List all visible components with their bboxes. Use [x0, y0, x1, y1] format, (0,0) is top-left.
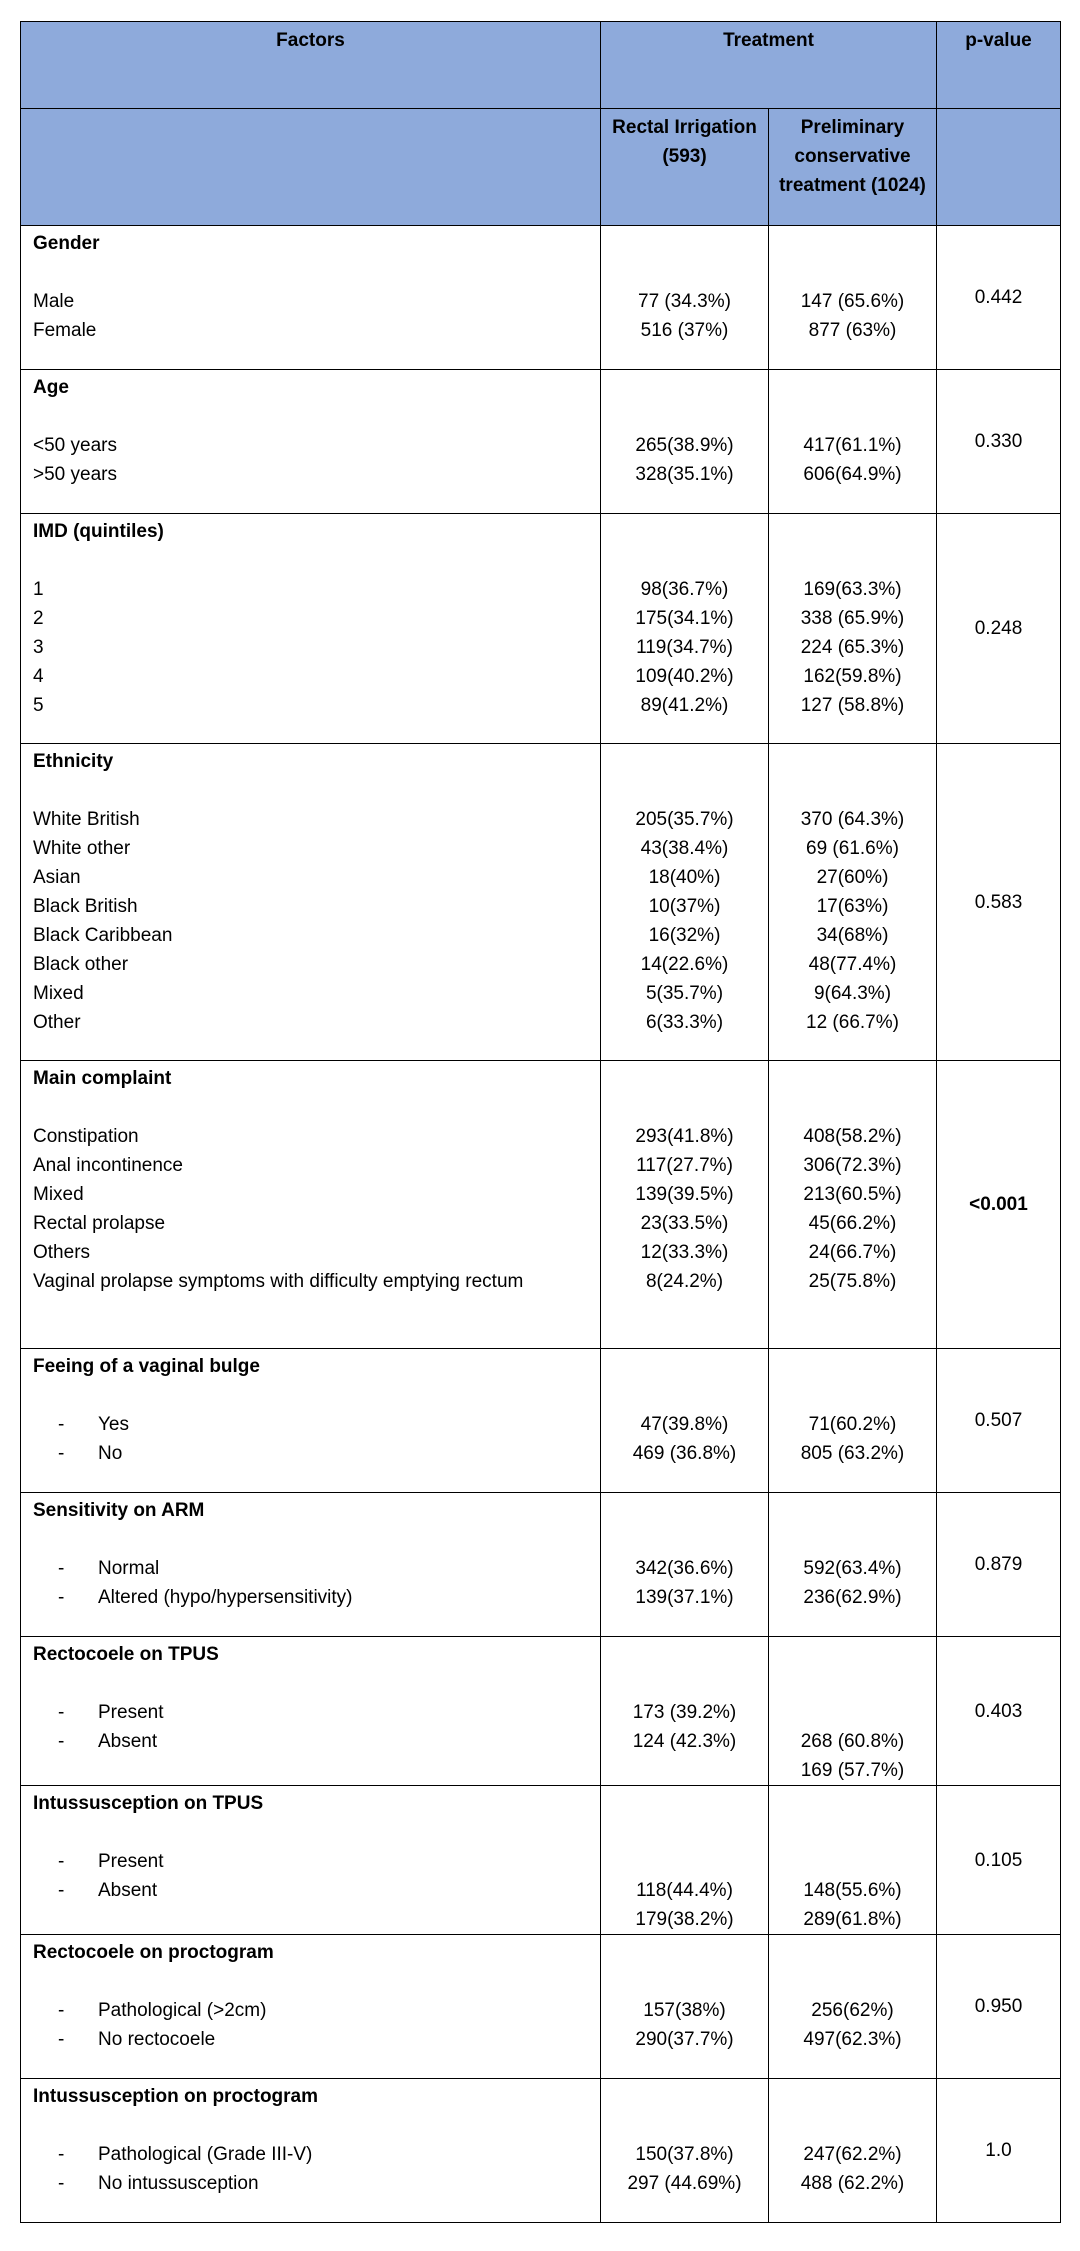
value: 236(62.9%) [803, 1587, 902, 1608]
factor-label: Anal incontinence [33, 1155, 183, 1176]
value: 606(64.9%) [803, 464, 902, 485]
rectal-irrigation-cell [601, 1349, 769, 1493]
factor-label: - Pathological (Grade III-V) [58, 2144, 313, 2165]
rectal-irrigation-cell [601, 744, 769, 1061]
factor-cell [21, 1061, 601, 1349]
factor-title: Intussusception on proctogram [33, 2086, 319, 2107]
value: 43(38.4%) [640, 838, 729, 859]
factor-cell [21, 1493, 601, 1637]
value: 213(60.5%) [803, 1184, 902, 1205]
conservative-cell [769, 226, 937, 370]
header-blank-p [937, 109, 1061, 226]
value: 328(35.1%) [635, 464, 734, 485]
p-value-cell: 0.442 [937, 226, 1061, 370]
p-value-cell: <0.001 [937, 1061, 1061, 1349]
factor-label: - Absent [58, 1731, 158, 1752]
value: 8(24.2%) [645, 1271, 724, 1292]
factor-label: Others [33, 1242, 91, 1263]
factor-label: <50 years [33, 435, 117, 456]
table-row [21, 1493, 1061, 1637]
value: 469 (36.8%) [632, 1443, 737, 1464]
factor-label: 4 [33, 666, 44, 687]
value: 139(37.1%) [635, 1587, 734, 1608]
factor-label: White British [33, 809, 140, 830]
rectal-irrigation-cell [601, 1786, 769, 1935]
value: 592(63.4%) [803, 1558, 902, 1579]
value: 12 (66.7%) [806, 1012, 899, 1033]
factor-label: Vaginal prolapse symptoms with difficulty emptying rectum [33, 1271, 524, 1292]
factor-label: - Normal [58, 1558, 160, 1579]
value: 205(35.7%) [635, 809, 734, 830]
factor-label: Mixed [33, 1184, 84, 1205]
conservative-cell [769, 1493, 937, 1637]
value: 805 (63.2%) [800, 1443, 905, 1464]
p-value-cell: 0.879 [937, 1493, 1061, 1637]
value: 139(39.5%) [635, 1184, 734, 1205]
rectal-irrigation-cell [601, 370, 769, 514]
value: 18(40%) [648, 867, 721, 888]
value: 877 (63%) [808, 320, 897, 341]
table-row [21, 1061, 1061, 1349]
value: 117(27.7%) [636, 1155, 733, 1176]
results-table [20, 21, 1061, 2223]
value: 47(39.8%) [640, 1414, 729, 1435]
value: 45(66.2%) [808, 1213, 897, 1234]
table-row [21, 226, 1061, 370]
value: 24(66.7%) [808, 1242, 897, 1263]
value: 69 (61.6%) [806, 838, 899, 859]
factor-label: 2 [33, 608, 44, 629]
value [601, 1847, 768, 1876]
factor-label: - Yes [58, 1414, 129, 1435]
value: 16(32%) [648, 925, 721, 946]
value: 224 (65.3%) [800, 637, 905, 658]
conservative-cell [769, 1935, 937, 2079]
value: 179(38.2%) [635, 1909, 734, 1930]
factor-label: - Pathological (>2cm) [58, 2000, 267, 2021]
table-row [21, 514, 1061, 744]
value: 265(38.9%) [635, 435, 734, 456]
factor-title: Ethnicity [33, 751, 114, 772]
value: 10(37%) [648, 896, 721, 917]
factor-label: - Present [58, 1851, 164, 1872]
value: 12(33.3%) [640, 1242, 729, 1263]
factor-label: Female [33, 320, 97, 341]
value: 488 (62.2%) [800, 2173, 905, 2194]
factor-label: Other [33, 1012, 81, 1033]
factor-cell [21, 2079, 601, 2223]
value: 516 (37%) [640, 320, 729, 341]
rectal-irrigation-cell [601, 2079, 769, 2223]
value: 119(34.7%) [636, 637, 733, 658]
factor-label: - Present [58, 1702, 164, 1723]
value: 175(34.1%) [635, 608, 734, 629]
p-value-cell: 0.248 [937, 514, 1061, 744]
value: 290(37.7%) [635, 2029, 734, 2050]
conservative-cell [769, 514, 937, 744]
p-value-cell: 0.403 [937, 1637, 1061, 1786]
factor-label: Black other [33, 954, 129, 975]
factor-title: Rectocoele on proctogram [33, 1942, 274, 1963]
value: 89(41.2%) [640, 695, 729, 716]
p-value-cell: 0.330 [937, 370, 1061, 514]
rectal-irrigation-cell [601, 1935, 769, 2079]
factor-label: 5 [33, 695, 44, 716]
value: 173 (39.2%) [632, 1702, 737, 1723]
factor-label: Male [33, 291, 75, 312]
conservative-cell [769, 1349, 937, 1493]
factor-cell [21, 744, 601, 1061]
value: 338 (65.9%) [800, 608, 905, 629]
value: 157(38%) [643, 2000, 726, 2021]
value [769, 1698, 936, 1727]
factor-cell [21, 370, 601, 514]
conservative-cell [769, 1061, 937, 1349]
conservative-cell [769, 1786, 937, 1935]
table-row [21, 2079, 1061, 2223]
p-value-cell: 0.583 [937, 744, 1061, 1061]
factor-title: Sensitivity on ARM [33, 1500, 205, 1521]
value: 148(55.6%) [803, 1880, 902, 1901]
value: 14(22.6%) [640, 954, 729, 975]
table-body [21, 226, 1061, 2223]
value: 27(60%) [816, 867, 889, 888]
value: 342(36.6%) [635, 1558, 734, 1579]
value: 293(41.8%) [635, 1126, 734, 1147]
value: 169(63.3%) [803, 579, 902, 600]
value: 297 (44.69%) [627, 2173, 742, 2194]
p-value-cell: 0.950 [937, 1935, 1061, 2079]
value: 169 (57.7%) [800, 1760, 905, 1781]
factor-label: Constipation [33, 1126, 139, 1147]
value: 268 (60.8%) [800, 1731, 905, 1752]
rectal-irrigation-cell [601, 1061, 769, 1349]
factor-label: Black Caribbean [33, 925, 173, 946]
p-value-cell: 0.507 [937, 1349, 1061, 1493]
factor-cell [21, 1637, 601, 1786]
value: 17(63%) [816, 896, 889, 917]
p-value-cell: 0.105 [937, 1786, 1061, 1935]
table-row [21, 370, 1061, 514]
value: 25(75.8%) [808, 1271, 897, 1292]
rectal-irrigation-cell [601, 226, 769, 370]
factor-title: Main complaint [33, 1068, 172, 1089]
value: 370 (64.3%) [800, 809, 905, 830]
factor-title: Feeing of a vaginal bulge [33, 1356, 260, 1377]
header-conservative-treatment: Preliminary conservative treatment (1024) [769, 109, 937, 226]
factor-cell [21, 1786, 601, 1935]
header-blank [21, 109, 601, 226]
factor-label: 3 [33, 637, 44, 658]
conservative-cell [769, 1637, 937, 1786]
factor-cell [21, 1935, 601, 2079]
value: 98(36.7%) [640, 579, 729, 600]
value: 150(37.8%) [635, 2144, 734, 2165]
header-p-value: p-value [937, 22, 1061, 109]
table-row [21, 1349, 1061, 1493]
header-treatment: Treatment [601, 22, 937, 109]
factor-label: Mixed [33, 983, 84, 1004]
factor-title: Rectocoele on TPUS [33, 1644, 219, 1665]
factor-label: >50 years [33, 464, 117, 485]
factor-cell [21, 226, 601, 370]
rectal-irrigation-cell [601, 1637, 769, 1786]
factor-label: - No intussusception [58, 2173, 259, 2194]
value: 147 (65.6%) [800, 291, 905, 312]
table-row [21, 1935, 1061, 2079]
value: 127 (58.8%) [800, 695, 905, 716]
value: 417(61.1%) [803, 435, 902, 456]
value: 289(61.8%) [803, 1909, 902, 1930]
p-value-cell: 1.0 [937, 2079, 1061, 2223]
factor-label: 1 [33, 579, 44, 600]
value: 48(77.4%) [808, 954, 897, 975]
value: 247(62.2%) [803, 2144, 902, 2165]
rectal-irrigation-cell [601, 1493, 769, 1637]
factor-label: - No [58, 1443, 123, 1464]
table-row [21, 1637, 1061, 1786]
factor-label: - Altered (hypo/hypersensitivity) [58, 1587, 353, 1608]
value: 77 (34.3%) [638, 291, 731, 312]
value: 306(72.3%) [803, 1155, 902, 1176]
value: 5(35.7%) [645, 983, 724, 1004]
value: 34(68%) [816, 925, 889, 946]
value: 497(62.3%) [803, 2029, 902, 2050]
factor-label: - No rectocoele [58, 2029, 216, 2050]
header-factors: Factors [21, 22, 601, 109]
factor-title: Intussusception on TPUS [33, 1793, 264, 1814]
value: 162(59.8%) [803, 666, 902, 687]
factor-label: Rectal prolapse [33, 1213, 166, 1234]
factor-label: Asian [33, 867, 81, 888]
value: 118(44.4%) [636, 1880, 733, 1901]
conservative-cell [769, 370, 937, 514]
table-row [21, 744, 1061, 1061]
factor-title: IMD (quintiles) [33, 521, 164, 542]
factor-title: Age [33, 377, 69, 398]
header-rectal-irrigation: Rectal Irrigation (593) [601, 109, 769, 226]
factor-cell [21, 1349, 601, 1493]
factor-label: Black British [33, 896, 138, 917]
conservative-cell [769, 2079, 937, 2223]
value: 124 (42.3%) [632, 1731, 737, 1752]
value: 256(62%) [811, 2000, 894, 2021]
value: 408(58.2%) [803, 1126, 902, 1147]
factor-label: - Absent [58, 1880, 158, 1901]
factor-cell [21, 514, 601, 744]
table-row [21, 1786, 1061, 1935]
value: 6(33.3%) [645, 1012, 724, 1033]
value: 71(60.2%) [808, 1414, 897, 1435]
conservative-cell [769, 744, 937, 1061]
value: 9(64.3%) [813, 983, 892, 1004]
factor-title: Gender [33, 233, 100, 254]
rectal-irrigation-cell [601, 514, 769, 744]
value [769, 1847, 936, 1876]
value: 109(40.2%) [635, 666, 734, 687]
value: 23(33.5%) [640, 1213, 729, 1234]
factor-label: White other [33, 838, 131, 859]
